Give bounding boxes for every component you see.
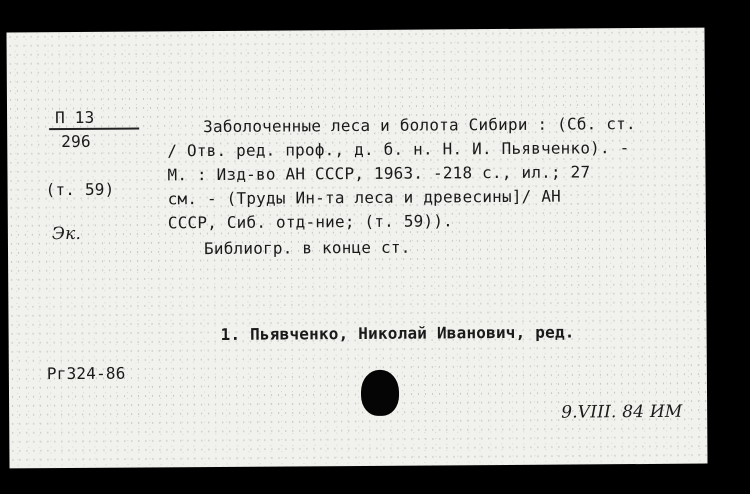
description-line: Заболоченные леса и болота Сибири : (Сб. ст. [203, 114, 636, 137]
call-number-bottom: 296 [61, 131, 91, 152]
catalog-card [6, 28, 707, 469]
description-line: СССР, Сиб. отд-ние; (т. 59)). [167, 211, 454, 233]
bibliography-note: Библиогр. в конце ст. [203, 237, 411, 259]
added-entry: 1. Пьявченко, Николай Иванович, ред. [220, 322, 575, 344]
handwritten-date: 9.VIII. 84 ИМ [561, 401, 683, 423]
description-line: см. - (Труды Ин-та леса и древесины]/ АН [167, 186, 562, 209]
call-number-top: П 13 [55, 107, 95, 128]
volume-label: (т. 59) [45, 179, 115, 200]
description-line: М. : Изд-во АН СССР, 1963. -218 с., ил.; 27 [167, 162, 591, 185]
description-line: / Отв. ред. проф., д. б. н. Н. И. Пьявченко). - [167, 138, 630, 161]
accession-number: Рг324-86 [46, 363, 126, 384]
handwritten-note: Эк. [51, 223, 82, 245]
ink-stamp-mark [361, 370, 399, 416]
